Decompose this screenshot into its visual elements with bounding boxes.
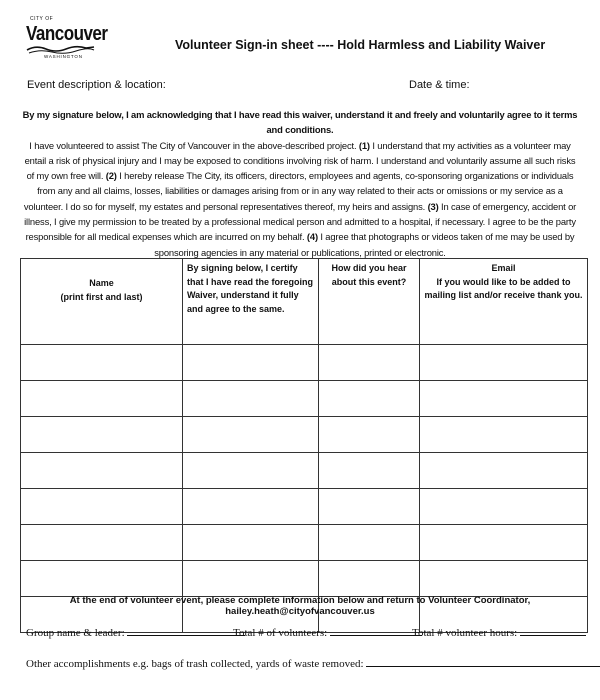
cell-how-heard[interactable] xyxy=(319,561,420,597)
city-logo xyxy=(26,16,108,60)
cell-email[interactable] xyxy=(420,345,588,381)
header-signature: By signing below, I certify that I have read the foregoing Waiver, understand it fully and agree to the same. xyxy=(183,259,319,345)
cell-email[interactable] xyxy=(420,417,588,453)
total-hours-label: Total # volunteer hours: xyxy=(412,627,518,639)
cell-signature[interactable] xyxy=(183,453,319,489)
cell-email[interactable] xyxy=(420,561,588,597)
cell-name[interactable] xyxy=(21,417,183,453)
cell-signature[interactable] xyxy=(183,525,319,561)
cell-how-heard[interactable] xyxy=(319,381,420,417)
cell-how-heard[interactable] xyxy=(319,417,420,453)
table-row xyxy=(21,525,588,561)
cell-how-heard[interactable] xyxy=(319,525,420,561)
cell-name[interactable] xyxy=(21,345,183,381)
event-description-field[interactable] xyxy=(27,79,166,91)
accomplishments-blank[interactable] xyxy=(366,656,600,667)
logo-wave-icon xyxy=(26,44,96,54)
accomplishments-label: Other accomplishments e.g. bags of trash collected, yards of waste removed: xyxy=(26,658,364,670)
sign-in-table xyxy=(20,258,588,633)
cell-name[interactable] xyxy=(21,525,183,561)
cell-signature[interactable] xyxy=(183,345,319,381)
waiver-clause-3: In case of emergency, accident or illness, I give my permission to be treated by a professional medical person and admitted to a hospital, if necessary. I agree to be the party responsible for all medical expenses which are incurred on my behalf. xyxy=(24,200,577,243)
clause-number-4: (4) xyxy=(306,231,318,243)
total-hours-field[interactable] xyxy=(412,625,586,639)
cell-signature[interactable] xyxy=(183,381,319,417)
waiver-clause-1: I understand that my activities as a volunteer may entail a risk of physical injury and I may be exposed to conditions involving risk of harm. I understand and voluntarily assume all such risks of my own free will. xyxy=(24,139,576,182)
cell-signature[interactable] xyxy=(183,561,319,597)
accomplishments-field[interactable] xyxy=(26,656,600,670)
header-name: Name (print first and last) xyxy=(21,259,183,345)
waiver-text xyxy=(20,107,580,260)
cell-name[interactable] xyxy=(21,453,183,489)
table-row xyxy=(21,417,588,453)
logo-sub-text: WASHINGTON xyxy=(44,54,83,59)
table-row xyxy=(21,489,588,525)
total-volunteers-blank[interactable] xyxy=(330,625,422,636)
total-volunteers-label: Total # of volunteers: xyxy=(233,627,328,639)
page-title: Volunteer Sign-in sheet ---- Hold Harmless and Liability Waiver xyxy=(175,38,546,52)
waiver-clause-2: I hereby release The City, its officers, directors, employees and agents, co-sponsoring organizations or individuals from any and all claims, losses, liabilities or damages arising from or in any way related to their acts or omissions or my service as a volunteer. I do so for myself, my estates and personal representatives thereof, my heirs and assigns. xyxy=(23,170,574,212)
cell-how-heard[interactable] xyxy=(319,489,420,525)
cell-email[interactable] xyxy=(420,489,588,525)
cell-email[interactable] xyxy=(420,381,588,417)
logo-main-text: Vancouver xyxy=(26,22,108,45)
cell-email[interactable] xyxy=(420,525,588,561)
table-row xyxy=(21,381,588,417)
sign-in-rows xyxy=(21,345,588,633)
cell-signature[interactable] xyxy=(183,489,319,525)
cell-name[interactable] xyxy=(21,381,183,417)
table-row xyxy=(21,345,588,381)
total-volunteers-field[interactable] xyxy=(233,625,422,639)
total-hours-blank[interactable] xyxy=(520,625,586,636)
header-how-heard: How did you hear about this event? xyxy=(319,259,420,345)
header-email: Email If you would like to be added to mailing list and/or receive thank you. xyxy=(420,259,588,345)
cell-name[interactable] xyxy=(21,489,183,525)
waiver-intro: I have volunteered to assist The City of Vancouver in the above-described project. xyxy=(29,139,357,151)
date-time-label: Date & time: xyxy=(409,79,470,91)
cell-email[interactable] xyxy=(420,453,588,489)
clause-number-3: (3) xyxy=(427,200,439,212)
cell-name[interactable] xyxy=(21,561,183,597)
cell-how-heard[interactable] xyxy=(319,453,420,489)
cell-signature[interactable] xyxy=(183,417,319,453)
cell-how-heard[interactable] xyxy=(319,345,420,381)
group-leader-blank[interactable] xyxy=(127,625,245,636)
group-leader-field[interactable] xyxy=(26,625,245,639)
group-leader-label: Group name & leader: xyxy=(26,627,125,639)
logo-small-text: CITY OF xyxy=(30,16,54,22)
event-description-label: Event description & location: xyxy=(27,79,166,91)
return-instruction: At the end of volunteer event, please complete information below and return to Volunteer Coordinator, hailey.heath@cityofvancouver.us xyxy=(69,595,531,617)
waiver-lead: By my signature below, I am acknowledging that I have read this waiver, understand it and freely and voluntarily agree to it terms and conditions. xyxy=(22,109,578,136)
waiver-clause-4: I agree that photographs or videos taken of me may be used by sponsoring agencies in any material or publications, printed or electronic. xyxy=(154,231,575,258)
table-header-row xyxy=(21,259,588,345)
table-row xyxy=(21,453,588,489)
clause-number-2: (2) xyxy=(105,170,117,182)
date-time-field[interactable] xyxy=(409,79,470,91)
table-row xyxy=(21,561,588,597)
clause-number-1: (1) xyxy=(358,139,370,151)
